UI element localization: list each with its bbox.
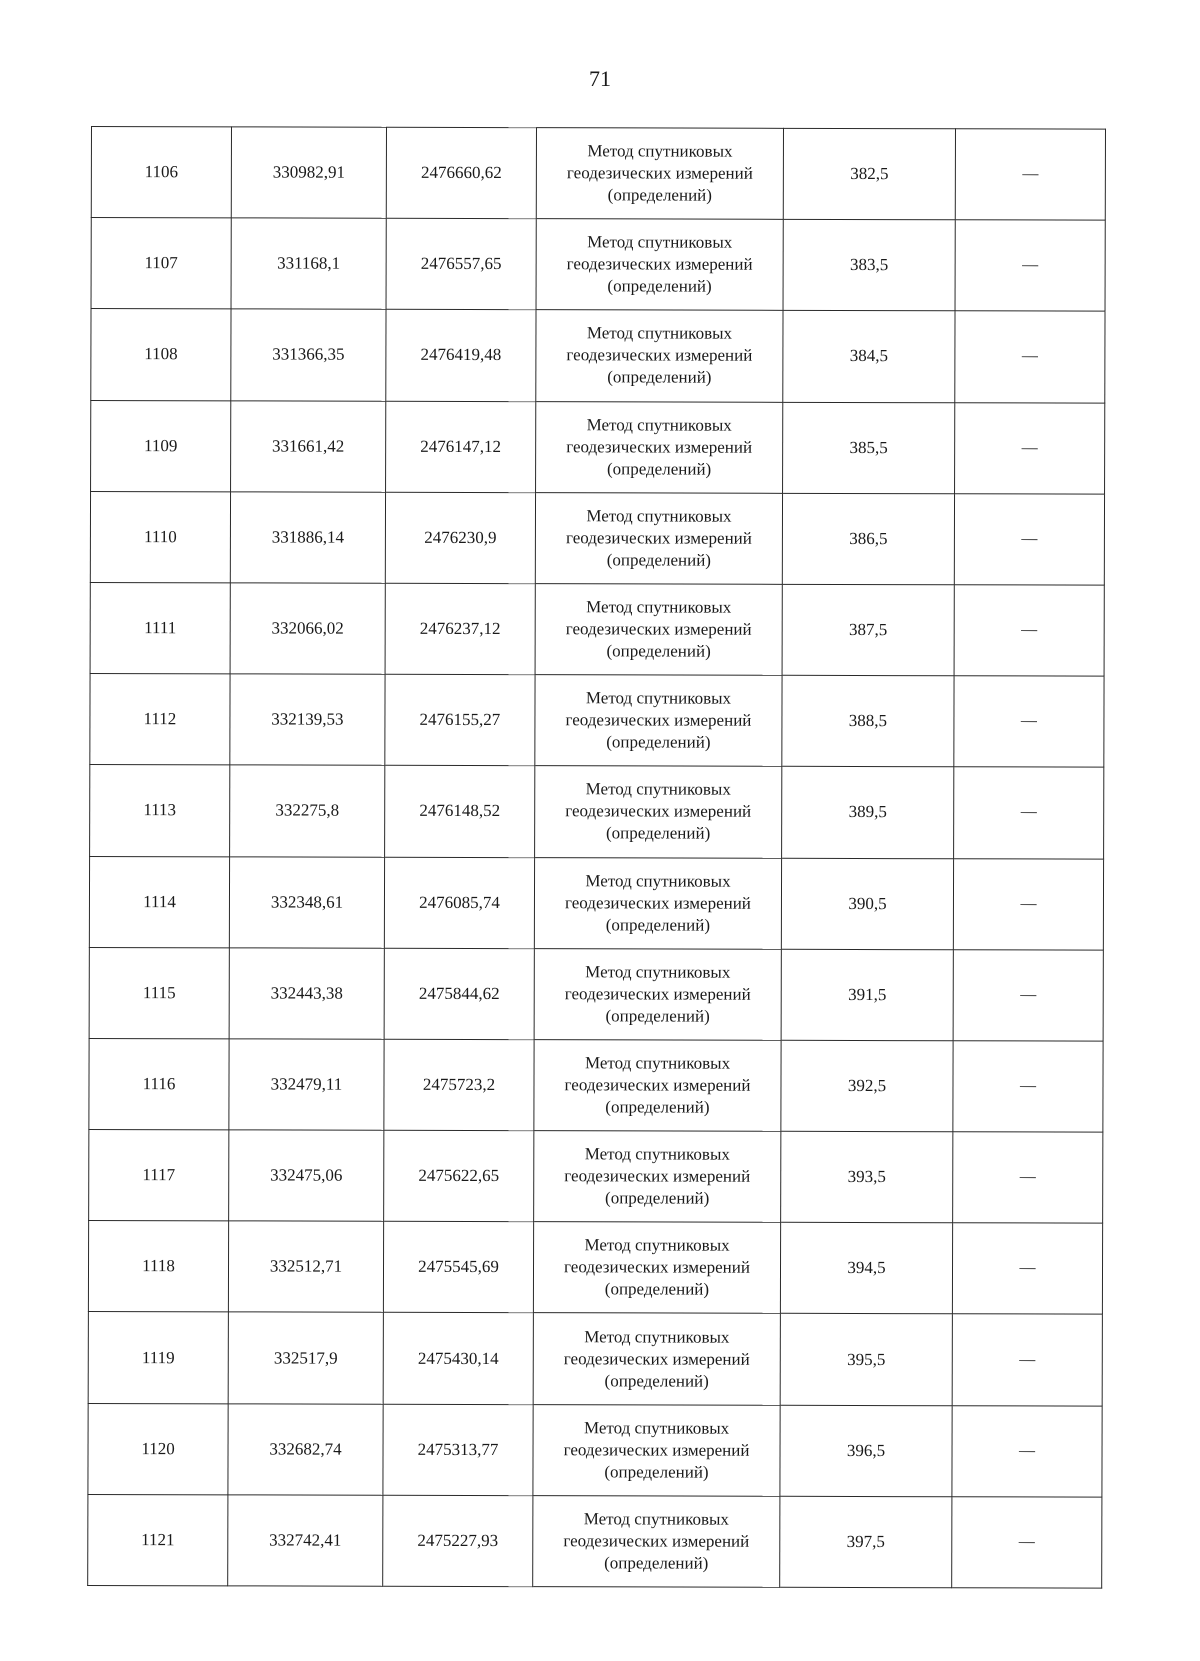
method-line: (определений) [606, 459, 712, 479]
method-line: геодезических измерений [563, 1439, 750, 1460]
table-row [90, 582, 1104, 676]
x-coordinate-cell: 332139,53 [230, 674, 385, 766]
point-number-cell: 1113 [90, 765, 230, 857]
table-body [88, 127, 1106, 1589]
table-row [89, 1038, 1103, 1132]
accuracy-cell: 386,5 [782, 493, 954, 585]
page-number: 71 [589, 66, 611, 91]
method-cell [535, 492, 782, 584]
note-cell: — [955, 129, 1105, 221]
method-cell [533, 1313, 780, 1405]
accuracy-cell: 387,5 [782, 584, 954, 676]
method-line: (определений) [607, 367, 712, 388]
method-cell [534, 1131, 781, 1223]
method-cell [533, 1495, 780, 1587]
note-cell: — [954, 585, 1104, 677]
accuracy-cell: 384,5 [783, 311, 955, 403]
y-coordinate-cell: 2476085,74 [384, 857, 534, 949]
x-coordinate-cell: 332275,8 [230, 765, 385, 857]
x-coordinate-cell: 331661,42 [231, 400, 386, 492]
accuracy-cell: 389,5 [782, 767, 954, 859]
note-cell: — [955, 220, 1105, 312]
method-line: Метод спутниковых [584, 1235, 730, 1256]
method-line: (определений) [605, 823, 711, 844]
method-line: Метод спутниковых [587, 141, 733, 161]
accuracy-cell: 397,5 [780, 1496, 952, 1588]
point-number-cell: 1108 [91, 309, 231, 401]
method-line: геодезических измерений [564, 1257, 750, 1278]
method-line: геодезических измерений [564, 1166, 751, 1186]
method-cell [536, 219, 783, 311]
accuracy-cell: 388,5 [782, 675, 954, 767]
y-coordinate-cell: 2476419,48 [386, 310, 536, 402]
note-cell: — [952, 1223, 1102, 1315]
x-coordinate-cell: 332742,41 [228, 1495, 383, 1587]
method-line: (определений) [607, 185, 712, 205]
note-cell: — [955, 311, 1105, 403]
accuracy-cell: 392,5 [781, 1040, 953, 1132]
method-cell [534, 857, 781, 949]
point-number-cell: 1117 [89, 1130, 229, 1222]
method-line: (определений) [606, 550, 712, 570]
method-line: (определений) [604, 1279, 710, 1299]
point-number-cell: 1121 [88, 1494, 228, 1586]
method-line: Метод спутниковых [585, 962, 731, 982]
coordinates-table [87, 126, 1106, 1589]
y-coordinate-cell: 2475227,93 [383, 1495, 533, 1587]
method-cell [535, 584, 782, 676]
x-coordinate-cell: 332512,71 [228, 1221, 383, 1313]
method-line: Метод спутниковых [586, 597, 732, 617]
point-number-cell: 1115 [89, 947, 229, 1039]
method-cell [535, 766, 782, 858]
point-number-cell: 1118 [88, 1221, 228, 1313]
table-row [91, 218, 1105, 312]
point-number-cell: 1114 [89, 856, 229, 948]
method-line: геодезических измерений [564, 1075, 751, 1095]
y-coordinate-cell: 2475545,69 [383, 1222, 533, 1314]
note-cell: — [955, 402, 1105, 494]
method-cell [533, 1404, 780, 1496]
y-coordinate-cell: 2476557,65 [386, 218, 536, 310]
point-number-cell: 1119 [88, 1312, 228, 1404]
table-row [90, 765, 1104, 859]
note-cell: — [953, 858, 1103, 950]
method-line: (определений) [605, 1097, 710, 1117]
method-line: геодезических измерений [565, 528, 752, 548]
x-coordinate-cell: 330982,91 [231, 127, 386, 219]
method-line: Метод спутниковых [583, 1418, 730, 1438]
note-cell: — [954, 676, 1104, 768]
method-line: геодезических измерений [564, 892, 751, 913]
accuracy-cell: 394,5 [780, 1223, 952, 1315]
method-line: геодезических измерений [566, 254, 753, 275]
table-row [90, 491, 1104, 585]
table-row [88, 1494, 1102, 1588]
table-row [89, 1130, 1103, 1224]
method-cell [535, 675, 782, 767]
point-number-cell: 1116 [89, 1038, 229, 1130]
method-line: Метод спутниковых [583, 1509, 729, 1529]
method-line: геодезических измерений [566, 345, 753, 366]
method-line: (определений) [604, 1553, 709, 1573]
method-line: Метод спутниковых [584, 1144, 730, 1164]
x-coordinate-cell: 332479,11 [229, 1039, 384, 1131]
method-line: Метод спутниковых [584, 1326, 730, 1347]
table-row [90, 674, 1104, 768]
method-line: (определений) [607, 276, 712, 296]
accuracy-cell: 382,5 [783, 128, 955, 220]
x-coordinate-cell: 331886,14 [230, 492, 385, 584]
method-line: Метод спутниковых [585, 688, 732, 708]
note-cell: — [954, 494, 1104, 586]
point-number-cell: 1107 [91, 218, 231, 310]
method-line: Метод спутниковых [586, 506, 732, 526]
method-cell [534, 1040, 781, 1132]
method-line: геодезических измерений [563, 1348, 750, 1369]
table-row [89, 856, 1103, 950]
y-coordinate-cell: 2476237,12 [385, 583, 535, 675]
accuracy-cell: 383,5 [783, 220, 955, 312]
point-number-cell: 1106 [91, 127, 231, 219]
y-coordinate-cell: 2475430,14 [383, 1313, 533, 1405]
method-line: (определений) [606, 641, 711, 661]
accuracy-cell: 396,5 [780, 1405, 952, 1497]
x-coordinate-cell: 332517,9 [228, 1312, 383, 1404]
accuracy-cell: 393,5 [781, 1131, 953, 1223]
note-cell: — [952, 1314, 1102, 1406]
method-line: (определений) [604, 1462, 709, 1482]
accuracy-cell: 391,5 [781, 949, 953, 1041]
method-line: (определений) [604, 1370, 709, 1391]
x-coordinate-cell: 332066,02 [230, 583, 385, 675]
method-line: геодезических измерений [566, 436, 753, 457]
method-line: Метод спутниковых [586, 323, 733, 344]
y-coordinate-cell: 2476660,62 [386, 127, 536, 219]
method-line: геодезических измерений [565, 619, 752, 639]
accuracy-cell: 395,5 [780, 1314, 952, 1406]
method-line: геодезических измерений [565, 710, 752, 730]
table-row [91, 400, 1105, 494]
method-line: геодезических измерений [564, 984, 751, 1004]
point-number-cell: 1111 [90, 582, 230, 674]
x-coordinate-cell: 332443,38 [229, 948, 384, 1040]
x-coordinate-cell: 331168,1 [231, 218, 386, 310]
y-coordinate-cell: 2476230,9 [385, 492, 535, 584]
method-line: Метод спутниковых [585, 870, 731, 891]
table-row [91, 127, 1105, 221]
y-coordinate-cell: 2475723,2 [384, 1039, 534, 1131]
point-number-cell: 1110 [90, 491, 230, 583]
method-line: Метод спутниковых [587, 232, 733, 252]
method-cell [534, 948, 781, 1040]
note-cell: — [953, 1132, 1103, 1224]
point-number-cell: 1112 [90, 674, 230, 766]
table-row [88, 1312, 1102, 1406]
y-coordinate-cell: 2476148,52 [385, 766, 535, 858]
note-cell: — [952, 1497, 1102, 1589]
y-coordinate-cell: 2476155,27 [385, 674, 535, 766]
table-row [89, 947, 1103, 1041]
method-line: геодезических измерений [566, 163, 753, 183]
method-cell [533, 1222, 780, 1314]
y-coordinate-cell: 2475622,65 [384, 1130, 534, 1222]
method-line: Метод спутниковых [584, 1053, 731, 1073]
x-coordinate-cell: 331366,35 [231, 309, 386, 401]
note-cell: — [954, 767, 1104, 859]
method-line: Метод спутниковых [585, 779, 731, 800]
note-cell: — [953, 1041, 1103, 1133]
y-coordinate-cell: 2476147,12 [386, 401, 536, 493]
table-row [91, 309, 1105, 403]
accuracy-cell: 390,5 [781, 858, 953, 950]
point-number-cell: 1120 [88, 1403, 228, 1495]
y-coordinate-cell: 2475313,77 [383, 1404, 533, 1496]
method-cell [536, 128, 783, 220]
x-coordinate-cell: 332475,06 [229, 1130, 384, 1222]
x-coordinate-cell: 332348,61 [229, 856, 384, 948]
point-number-cell: 1109 [91, 400, 231, 492]
method-line: (определений) [605, 1006, 710, 1026]
method-line: Метод спутниковых [586, 414, 732, 435]
method-cell [536, 310, 783, 402]
note-cell: — [952, 1405, 1102, 1497]
note-cell: — [953, 949, 1103, 1041]
method-line: (определений) [606, 732, 711, 752]
accuracy-cell: 385,5 [783, 402, 955, 494]
method-line: (определений) [605, 914, 711, 935]
method-line: геодезических измерений [563, 1531, 750, 1551]
method-line: геодезических измерений [565, 801, 752, 822]
table-row [88, 1221, 1102, 1315]
table-row [88, 1403, 1102, 1497]
x-coordinate-cell: 332682,74 [228, 1403, 383, 1495]
method-cell [536, 401, 783, 493]
y-coordinate-cell: 2475844,62 [384, 948, 534, 1040]
method-line: (определений) [605, 1188, 710, 1208]
